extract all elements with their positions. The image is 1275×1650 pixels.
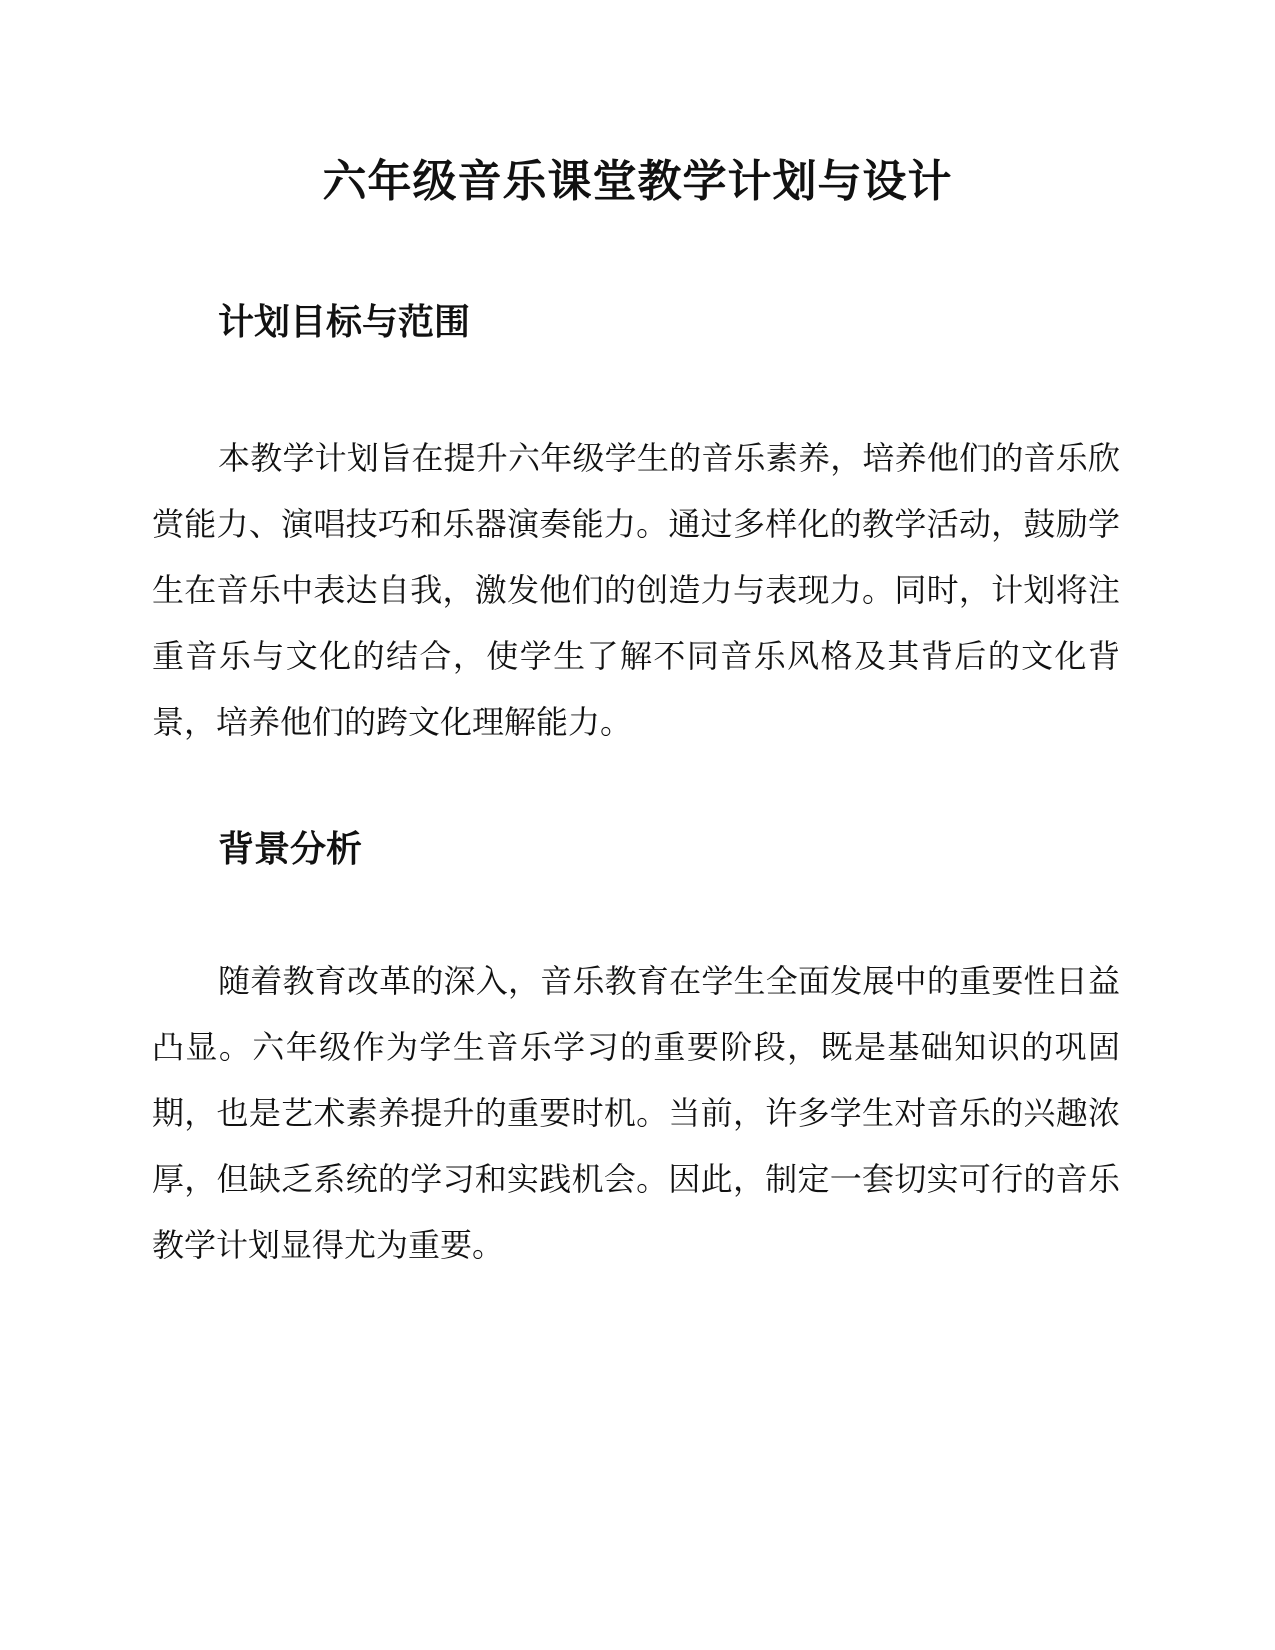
- section-heading-plan-goals: 计划目标与范围: [218, 302, 471, 343]
- section-paragraph-background: 随着教育改革的深入，音乐教育在学生全面发展中的重要性日益凸显。六年级作为学生音乐学习的重要阶段，既是基础知识的巩固期，也是艺术素养提升的重要时机。当前，许多学生对音乐的兴趣浓厚，但缺乏系统的学习和实践机会。因此，制定一套切实可行的音乐教学计划显得尤为重要。: [152, 962, 1120, 1264]
- section-paragraph-plan-goals: 本教学计划旨在提升六年级学生的音乐素养，培养他们的音乐欣赏能力、演唱技巧和乐器演奏能力。通过多样化的教学活动，鼓励学生在音乐中表达自我，激发他们的创造力与表现力。同时，计划将注重音乐与文化的结合，使学生了解不同音乐风格及其背后的文化背景，培养他们的跨文化理解能力。: [152, 439, 1120, 741]
- section-heading-background: 背景分析: [218, 829, 363, 870]
- document-title: 六年级音乐课堂教学计划与设计: [322, 156, 953, 207]
